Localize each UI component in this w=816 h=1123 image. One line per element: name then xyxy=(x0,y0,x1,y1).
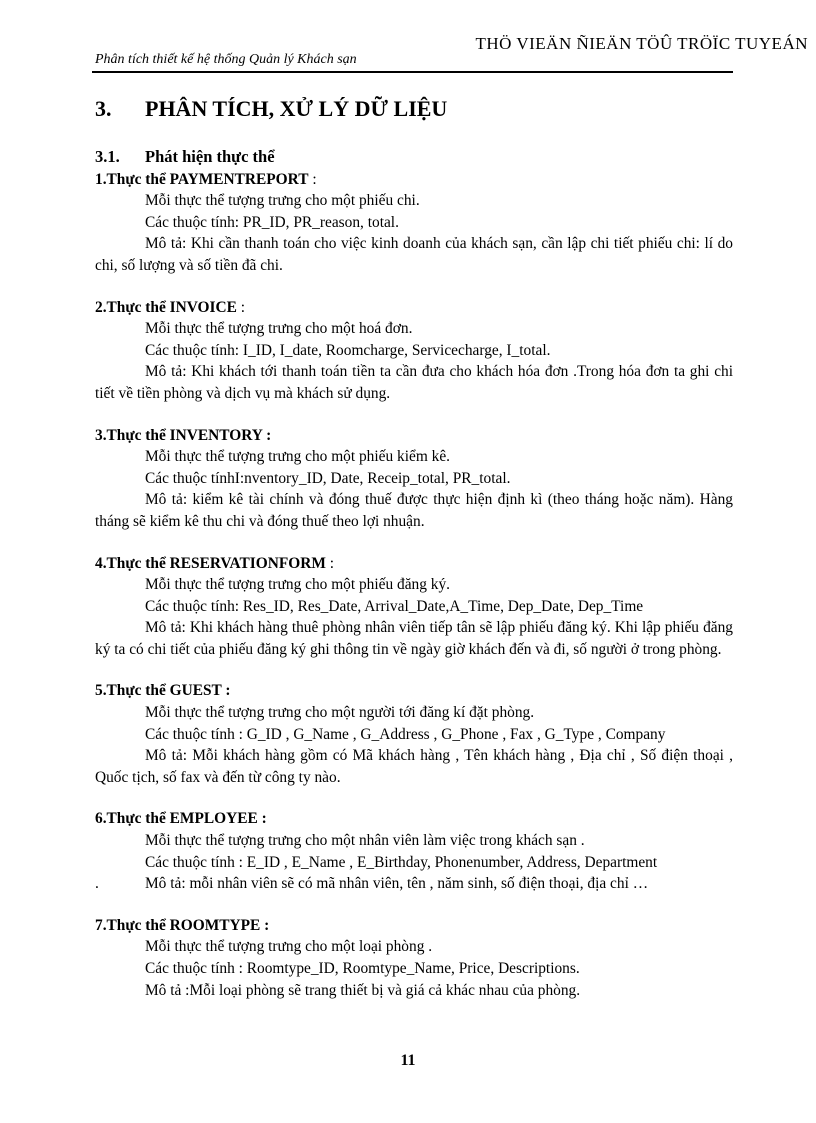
entity-attributes: Các thuộc tính : G_ID , G_Name , G_Address , G_Phone , Fax , G_Type , Company xyxy=(145,725,666,743)
running-header-title: Phân tích thiết kế hệ thống Quản lý Khách sạn xyxy=(95,52,357,67)
entity-block-paymentreport xyxy=(95,169,733,277)
entity-attributes: Các thuộc tínhI:nventory_ID, Date, Receip_total, PR_total. xyxy=(145,469,511,487)
entity-heading xyxy=(95,169,733,191)
entity-colon: : xyxy=(325,554,335,572)
entity-colon: : xyxy=(236,298,246,316)
entity-block-roomtype xyxy=(95,915,733,1001)
entity-colon: : xyxy=(308,170,317,188)
entity-representation: Mỗi thực thể tượng trưng cho một nhân viên làm việc trong khách sạn . xyxy=(145,832,585,850)
entity-heading xyxy=(95,915,733,937)
entity-representation: Mỗi thực thể tượng trưng cho một loại phòng . xyxy=(145,938,433,956)
subsection-title: Phát hiện thực thể xyxy=(145,147,275,166)
entity-representation: Mỗi thực thể tượng trưng cho một người tới đăng kí đặt phòng. xyxy=(145,704,535,722)
entity-heading xyxy=(95,553,733,575)
entity-description: Mô tả: kiểm kê tài chính và đóng thuế được thực hiện định kì (theo tháng hoặc năm). Hàng tháng sẽ kiểm kê thu chi và đóng thuế theo lợi nhuận. xyxy=(95,491,733,530)
entity-representation: Mỗi thực thể tượng trưng cho một phiếu kiểm kê. xyxy=(145,448,451,466)
entity-block-guest xyxy=(95,680,733,788)
entity-title: 6.Thực thể EMPLOYEE : xyxy=(95,810,267,828)
entity-representation: Mỗi thực thể tượng trưng cho một phiếu đăng ký. xyxy=(145,576,451,594)
entity-attributes: Các thuộc tính: I_ID, I_date, Roomcharge, Servicecharge, I_total. xyxy=(145,341,551,359)
entity-title: 4.Thực thể RESERVATIONFORM xyxy=(95,554,326,572)
entity-description-row xyxy=(95,873,733,895)
entity-description: Mô tả: Khi khách hàng thuê phòng nhân viên tiếp tân sẽ lập phiếu đăng ký. Khi lập phiếu đăng ký ta có chi tiết của phiếu đăng ký ghi thông tin về ngày giờ khách đến và đi, số người ở trong phòng. xyxy=(95,619,733,658)
header-rule xyxy=(92,71,733,73)
page-content xyxy=(95,146,733,1021)
stray-period: . xyxy=(95,875,99,893)
chapter-heading xyxy=(95,96,447,122)
page-number: 11 xyxy=(400,1052,416,1069)
chapter-number: 3. xyxy=(95,96,112,121)
entity-heading xyxy=(95,425,733,447)
entity-block-invoice xyxy=(95,297,733,405)
entity-heading xyxy=(95,680,733,702)
entity-attributes: Các thuộc tính : Roomtype_ID, Roomtype_Name, Price, Descriptions. xyxy=(145,960,580,977)
entity-heading xyxy=(95,808,733,830)
entity-title: 1.Thực thể PAYMENTREPORT xyxy=(95,170,309,188)
entity-representation: Mỗi thực thể tượng trưng cho một phiếu chi. xyxy=(145,192,420,210)
entity-title: 3.Thực thể INVENTORY : xyxy=(95,426,272,444)
entity-title: 7.Thực thể ROOMTYPE : xyxy=(95,916,270,934)
running-header-library: THÖ VIEÄN ÑIEÄN TÖÛ TRÖÏC TUYEÁN xyxy=(475,34,808,53)
subsection-number: 3.1. xyxy=(95,147,120,166)
entity-heading xyxy=(95,297,733,319)
entity-attributes: Các thuộc tính: PR_ID, PR_reason, total. xyxy=(145,213,399,231)
entity-title: 2.Thực thể INVOICE xyxy=(95,298,237,316)
entity-description: Mô tả: Khi khách tới thanh toán tiền ta cần đưa cho khách hóa đơn .Trong hóa đơn ta ghi chi tiết về tiền phòng và dịch vụ mà khách sử dụng. xyxy=(95,363,733,402)
entity-title: 5.Thực thể GUEST : xyxy=(95,682,231,700)
entity-description: Mô tả: Khi cần thanh toán cho việc kinh doanh của khách sạn, cần lập chi tiết phiếu chi: lí do chi, số lượng và số tiền đã chi. xyxy=(95,235,733,274)
entity-attributes: Các thuộc tính: Res_ID, Res_Date, Arrival_Date,A_Time, Dep_Date, Dep_Time xyxy=(145,597,644,615)
chapter-title: PHÂN TÍCH, XỬ LÝ DỮ LIỆU xyxy=(145,96,448,121)
subsection-heading xyxy=(95,146,733,168)
entity-description: Mô tả: Mỗi khách hàng gồm có Mã khách hàng , Tên khách hàng , Địa chỉ , Số điện thoại , Quốc tịch, số fax và đến từ công ty nào. xyxy=(95,747,733,786)
entity-attributes: Các thuộc tính : E_ID , E_Name , E_Birthday, Phonenumber, Address, Department xyxy=(145,853,658,871)
entity-block-reservationform xyxy=(95,553,733,661)
entity-representation: Mỗi thực thể tượng trưng cho một hoá đơn. xyxy=(145,320,413,338)
entity-description: Mô tả: mỗi nhân viên sẽ có mã nhân viên, tên , năm sinh, số điện thoại, địa chỉ … xyxy=(145,875,649,893)
entity-description: Mô tả :Mỗi loại phòng sẽ trang thiết bị và giá cả khác nhau của phòng. xyxy=(145,981,581,999)
entity-block-employee xyxy=(95,808,733,894)
entity-block-inventory xyxy=(95,425,733,533)
